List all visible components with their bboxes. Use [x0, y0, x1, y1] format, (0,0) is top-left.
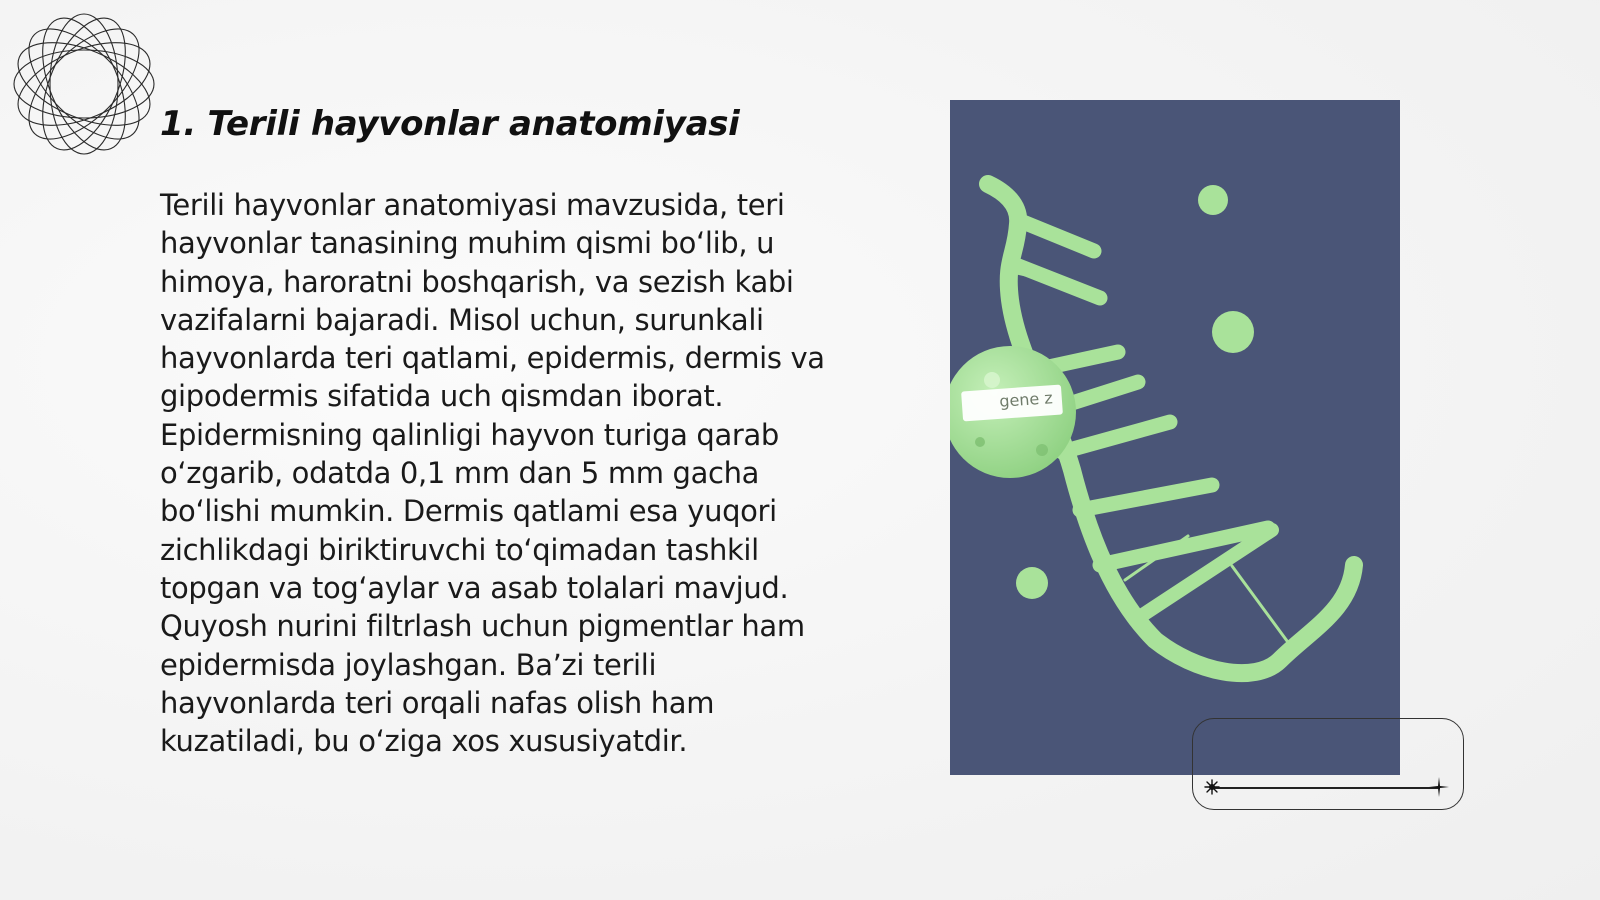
dna-illustration	[950, 100, 1400, 775]
orbit-rings-icon	[10, 10, 158, 158]
sparkle-icon	[1203, 778, 1221, 796]
gene-label: gene z	[998, 388, 1054, 411]
crosshair-star-icon	[1429, 777, 1449, 797]
frame-divider-line	[1210, 787, 1440, 789]
slide-title: 1. Terili hayvonlar anatomiyasi	[160, 104, 740, 144]
decorative-frame	[1192, 718, 1464, 810]
dna-helix-graphic	[950, 100, 1400, 775]
slide-body-text: Terili hayvonlar anatomiyasi mavzusida, teri hayvonlar tanasining muhim qismi boʻlib, u himoya, haroratni boshqarish, va sezish kabi vazifalarni bajaradi. Misol uchun, surunkali hayvonlarda teri qatlami, epidermis, dermis va gipodermis sifatida uch qismdan iborat. Epidermisning qalinligi hayvon turiga qarab oʻzgarib, odatda 0,1 mm dan 5 mm gacha boʻlishi mumkin. Dermis qatlami esa yuqori zichlikdagi biriktiruvchi toʻqimadan tashkil topgan va togʻaylar va asab tolalari mavjud. Quyosh nurini filtrlash uchun pigmentlar ham epidermisda joylashgan. Baʼzi terili hayvonlarda teri orqali nafas olish ham kuzatiladi, bu oʻziga xos xususiyatdir.	[160, 188, 825, 759]
